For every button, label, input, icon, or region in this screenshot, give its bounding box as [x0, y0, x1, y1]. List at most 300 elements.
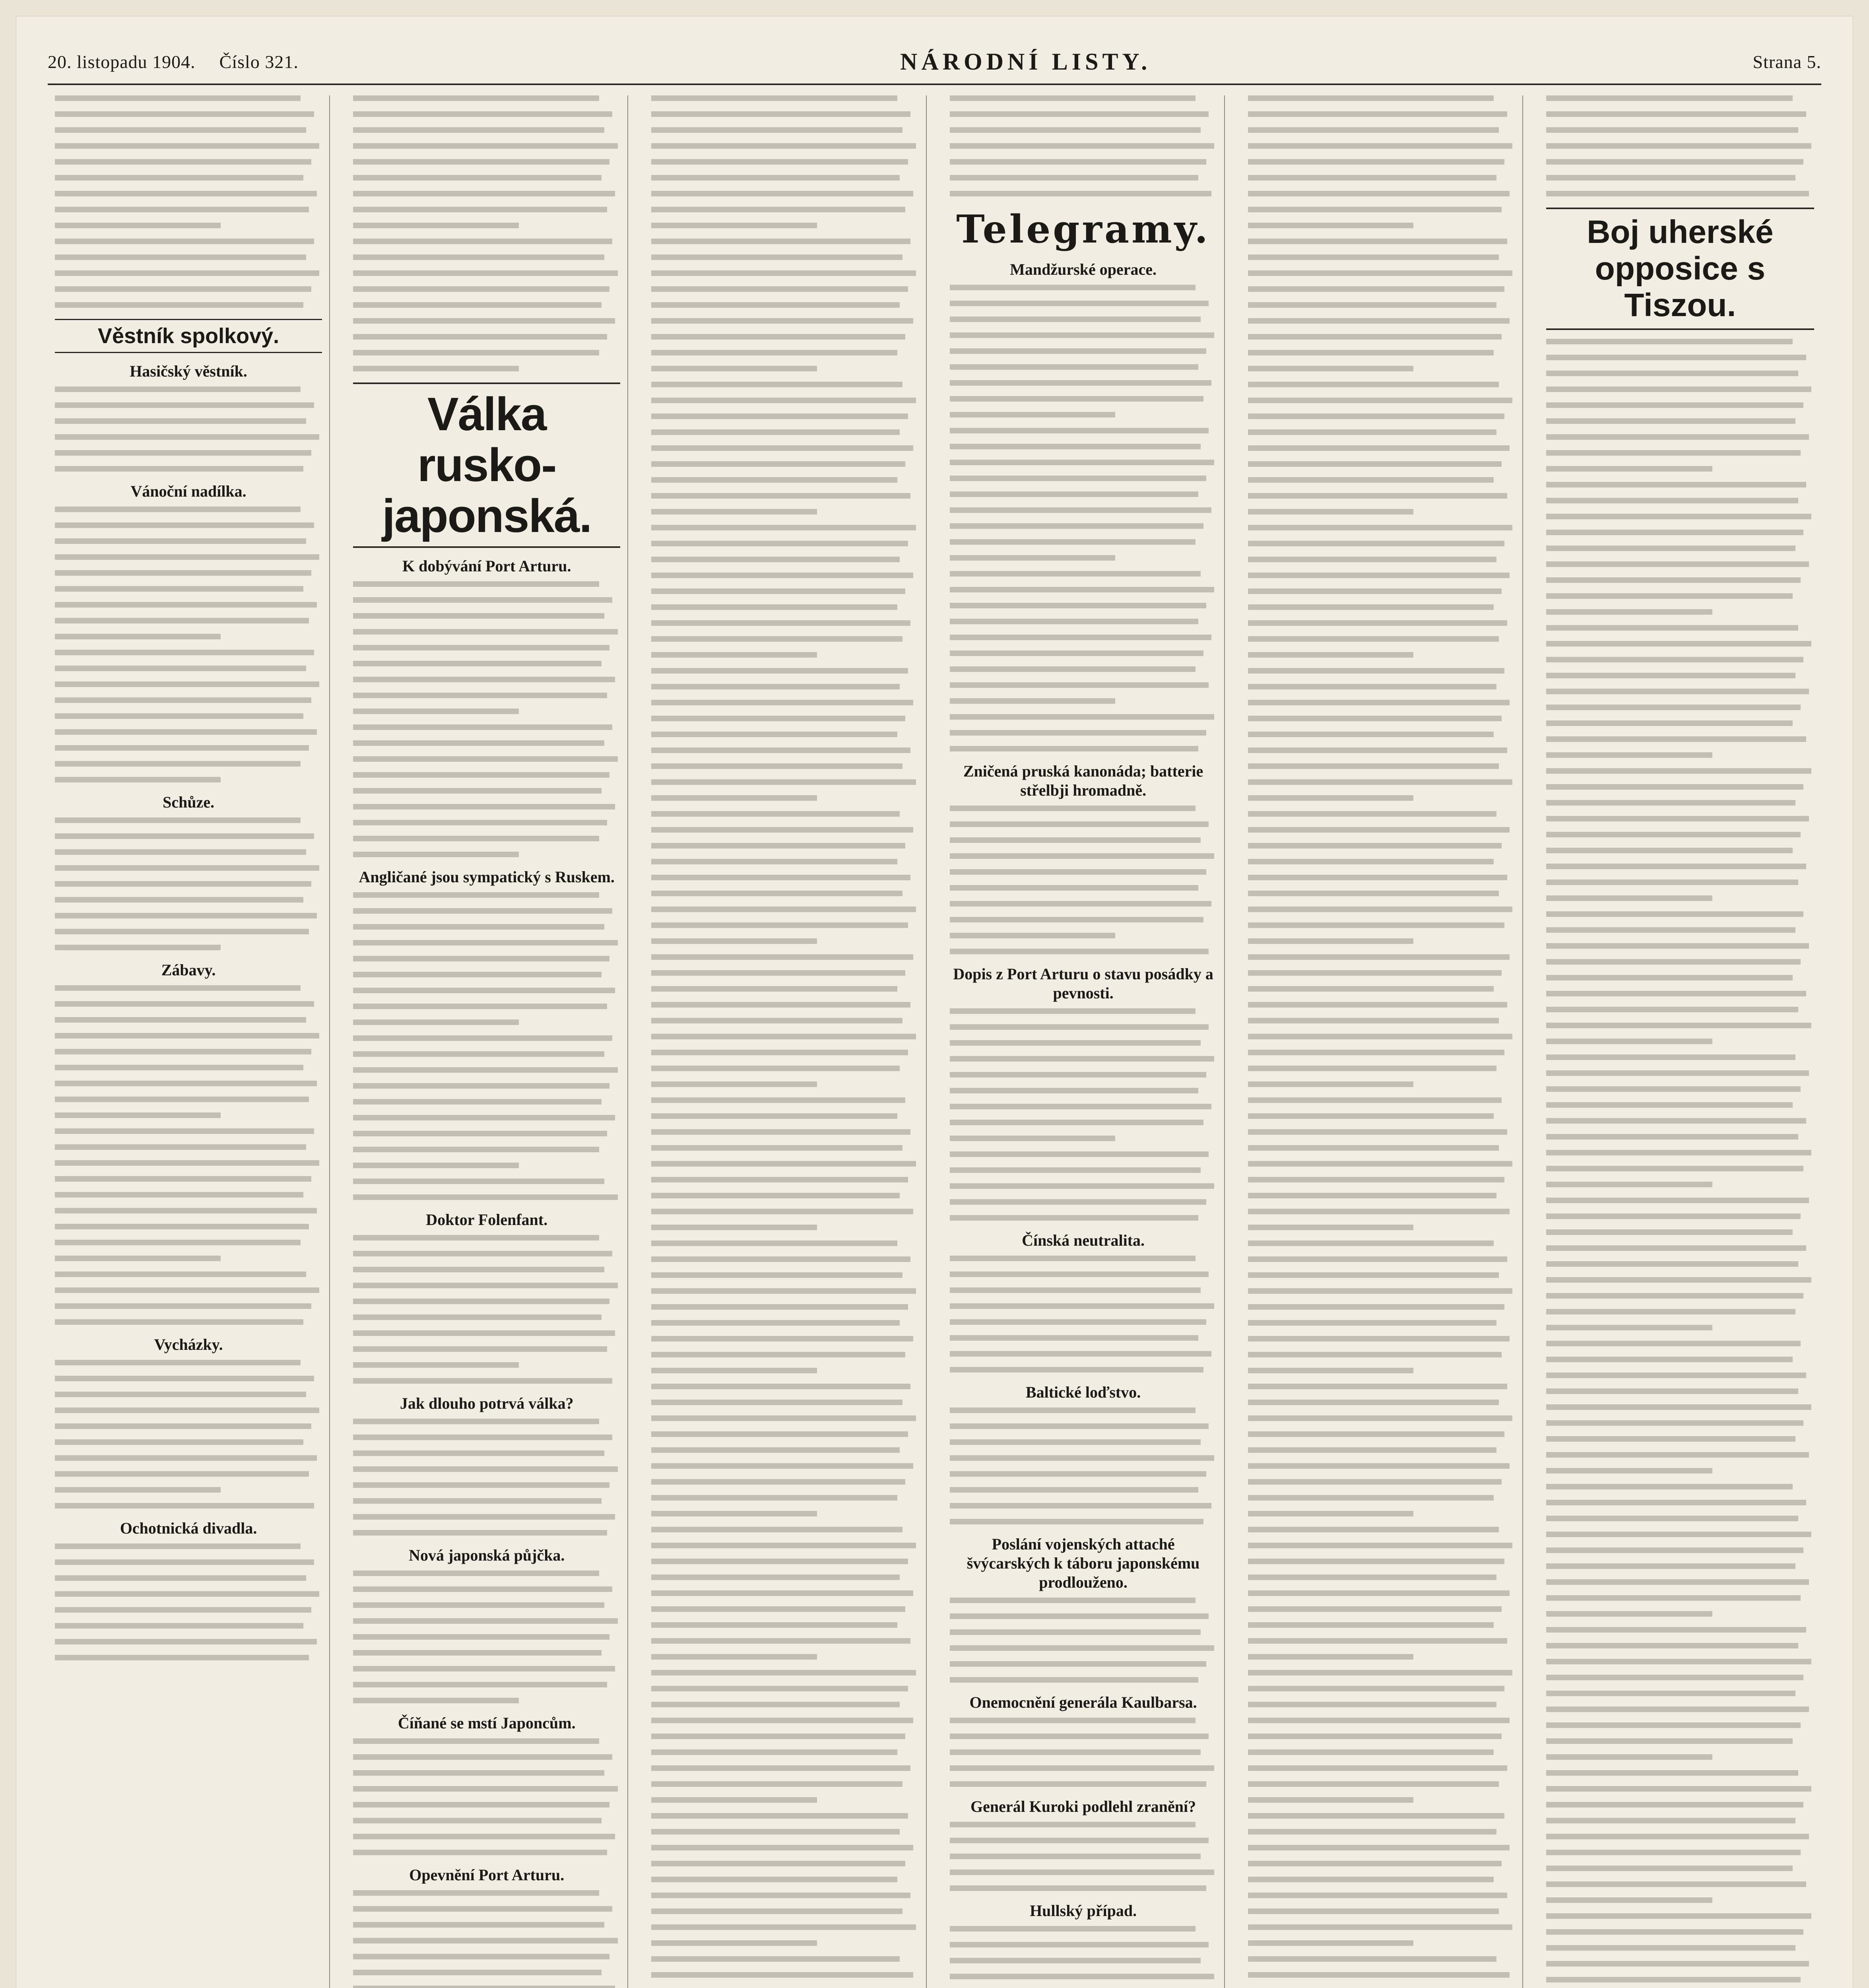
text-line-placeholder	[1546, 1516, 1798, 1521]
text-line-placeholder	[651, 795, 817, 801]
text-line-placeholder	[1546, 577, 1801, 583]
text-line-placeholder	[55, 929, 309, 934]
text-line-placeholder	[1546, 1547, 1803, 1553]
text-line-placeholder	[55, 507, 301, 512]
text-line-placeholder	[651, 286, 908, 292]
text-line-placeholder	[950, 1008, 1196, 1014]
text-line-placeholder	[1546, 816, 1809, 821]
text-line-placeholder	[55, 570, 311, 576]
text-line-placeholder	[1546, 514, 1811, 519]
text-line-placeholder	[651, 366, 817, 371]
text-line-placeholder	[651, 1813, 908, 1819]
text-line-placeholder	[950, 1439, 1201, 1445]
text-line-placeholder	[353, 1251, 612, 1256]
text-line-placeholder	[651, 1336, 913, 1342]
text-line-placeholder	[353, 924, 604, 930]
subheading-kuroki: Generál Kuroki podlehl zranění?	[970, 1798, 1196, 1815]
text-line-placeholder	[651, 1797, 817, 1803]
text-line-placeholder	[1546, 1245, 1806, 1251]
text-line-placeholder	[651, 477, 897, 483]
text-line-placeholder	[651, 1559, 908, 1564]
text-line-placeholder	[950, 1151, 1209, 1157]
text-line-placeholder	[651, 382, 902, 387]
text-line-placeholder	[651, 875, 910, 880]
text-line-placeholder	[651, 1018, 902, 1023]
text-line-placeholder	[651, 1368, 817, 1373]
text-line-placeholder	[353, 1419, 599, 1424]
text-line-placeholder	[651, 1304, 908, 1310]
text-line-placeholder	[1248, 1336, 1510, 1342]
text-line-placeholder	[353, 127, 604, 133]
text-line-placeholder	[651, 859, 897, 864]
body-text-block	[55, 386, 322, 472]
text-line-placeholder	[1248, 223, 1414, 228]
text-line-placeholder	[1546, 832, 1801, 837]
text-line-placeholder	[950, 191, 1212, 196]
text-line-placeholder	[353, 366, 519, 371]
text-line-placeholder	[353, 1906, 612, 1912]
text-line-placeholder	[1546, 800, 1795, 806]
text-line-placeholder	[950, 1854, 1201, 1859]
text-line-placeholder	[353, 175, 602, 181]
text-line-placeholder	[1248, 954, 1510, 960]
text-line-placeholder	[55, 554, 319, 560]
text-line-placeholder	[950, 1455, 1214, 1461]
text-line-placeholder	[353, 1634, 609, 1640]
text-line-placeholder	[651, 509, 817, 514]
section-heading-valka: Válka rusko-japonská.	[353, 382, 620, 548]
text-line-placeholder	[950, 1199, 1206, 1205]
text-line-placeholder	[1248, 922, 1504, 928]
text-line-placeholder	[353, 1818, 602, 1823]
text-line-placeholder	[353, 1586, 612, 1592]
text-line-placeholder	[950, 1183, 1214, 1189]
text-line-placeholder	[651, 429, 900, 435]
text-line-placeholder	[651, 604, 897, 610]
text-line-placeholder	[353, 111, 612, 117]
text-line-placeholder	[1248, 175, 1496, 181]
text-line-placeholder	[1248, 1352, 1502, 1357]
text-line-placeholder	[950, 1749, 1201, 1755]
body-text-block	[55, 507, 322, 782]
text-line-placeholder	[1248, 1734, 1502, 1739]
subheading-cinane: Číňané se mstí Japoncům.	[398, 1714, 576, 1732]
text-line-placeholder	[1546, 175, 1795, 181]
subheading-balticke: Baltické loďstvo.	[1025, 1383, 1141, 1401]
text-line-placeholder	[651, 684, 900, 689]
text-line-placeholder	[353, 1650, 602, 1656]
column-3	[644, 95, 926, 1988]
text-line-placeholder	[950, 364, 1198, 370]
subheading-onemocneni: Onemocnění generála Kaulbarsa.	[969, 1693, 1197, 1711]
text-line-placeholder	[651, 732, 897, 737]
text-line-placeholder	[1248, 620, 1507, 626]
text-line-placeholder	[950, 666, 1196, 672]
body-text-block	[950, 1008, 1217, 1221]
text-line-placeholder	[55, 111, 314, 117]
text-line-placeholder	[651, 191, 913, 196]
text-line-placeholder	[1248, 557, 1496, 562]
text-line-placeholder	[1248, 1749, 1494, 1755]
text-line-placeholder	[1546, 482, 1806, 487]
text-line-placeholder	[1546, 1881, 1806, 1887]
text-line-placeholder	[1248, 1574, 1496, 1580]
text-line-placeholder	[1248, 1511, 1414, 1516]
text-line-placeholder	[55, 666, 306, 671]
text-line-placeholder	[55, 386, 301, 392]
text-line-placeholder	[1546, 95, 1793, 101]
body-text-block	[55, 985, 322, 1325]
text-line-placeholder	[55, 402, 314, 408]
text-line-placeholder	[55, 817, 301, 823]
text-line-placeholder	[950, 1056, 1214, 1062]
columns	[48, 95, 1821, 1988]
text-line-placeholder	[55, 1503, 314, 1508]
text-line-placeholder	[1248, 1320, 1496, 1326]
text-line-placeholder	[353, 788, 602, 794]
text-line-placeholder	[353, 1514, 615, 1520]
text-line-placeholder	[651, 95, 897, 101]
text-line-placeholder	[651, 1320, 900, 1326]
text-line-placeholder	[950, 1024, 1209, 1030]
text-line-placeholder	[950, 301, 1209, 306]
text-line-placeholder	[353, 1922, 604, 1928]
body-text-block	[1546, 95, 1814, 196]
text-line-placeholder	[1248, 1161, 1512, 1167]
masthead	[48, 40, 1821, 85]
text-line-placeholder	[950, 1598, 1196, 1603]
text-line-placeholder	[55, 1303, 311, 1309]
text-line-placeholder	[353, 1754, 612, 1760]
text-line-placeholder	[353, 940, 617, 945]
text-line-placeholder	[1248, 684, 1496, 689]
text-line-placeholder	[950, 1088, 1198, 1093]
text-line-placeholder	[950, 1734, 1209, 1739]
text-line-placeholder	[651, 1845, 913, 1850]
text-line-placeholder	[55, 254, 306, 260]
text-line-placeholder	[1546, 498, 1798, 503]
text-line-placeholder	[950, 1167, 1201, 1173]
text-line-placeholder	[353, 1299, 609, 1304]
body-text-block	[950, 806, 1217, 954]
text-line-placeholder	[1546, 1675, 1803, 1680]
text-line-placeholder	[651, 461, 905, 467]
text-line-placeholder	[651, 1511, 817, 1516]
text-line-placeholder	[1248, 652, 1414, 658]
text-line-placeholder	[950, 1408, 1196, 1413]
text-line-placeholder	[55, 602, 317, 608]
body-text-block	[55, 1543, 322, 1660]
text-line-placeholder	[651, 1066, 900, 1071]
text-line-placeholder	[1546, 530, 1803, 535]
text-line-placeholder	[1248, 1097, 1502, 1103]
text-line-placeholder	[1248, 1400, 1499, 1405]
text-line-placeholder	[1546, 1579, 1809, 1585]
text-line-placeholder	[950, 746, 1198, 751]
text-line-placeholder	[1248, 636, 1499, 642]
text-line-placeholder	[651, 716, 905, 721]
text-line-placeholder	[1248, 1877, 1494, 1882]
text-line-placeholder	[353, 1435, 612, 1440]
text-line-placeholder	[1248, 716, 1502, 721]
text-line-placeholder	[651, 334, 905, 340]
text-line-placeholder	[950, 1503, 1212, 1508]
text-line-placeholder	[1248, 493, 1507, 499]
text-line-placeholder	[1546, 1468, 1712, 1474]
subheading-dopis: Dopis z Port Arturu o stavu posádky a pevnosti.	[953, 965, 1213, 1002]
text-line-placeholder	[1248, 382, 1499, 387]
text-line-placeholder	[1248, 1066, 1496, 1071]
text-line-placeholder	[950, 1303, 1214, 1309]
text-line-placeholder	[950, 1423, 1209, 1429]
text-line-placeholder	[950, 730, 1206, 736]
text-line-placeholder	[55, 681, 319, 687]
text-line-placeholder	[1546, 1754, 1712, 1760]
text-line-placeholder	[950, 523, 1204, 529]
text-line-placeholder	[651, 1145, 902, 1151]
text-line-placeholder	[353, 772, 609, 778]
text-line-placeholder	[55, 1439, 303, 1445]
subheading-vanocni: Vánoční nadílka.	[130, 482, 246, 500]
text-line-placeholder	[950, 853, 1214, 859]
text-line-placeholder	[55, 761, 301, 767]
text-line-placeholder	[950, 587, 1214, 592]
text-line-placeholder	[950, 869, 1206, 875]
text-line-placeholder	[1248, 1241, 1494, 1246]
text-line-placeholder	[1546, 911, 1803, 917]
text-line-placeholder	[651, 159, 908, 165]
text-line-placeholder	[950, 1519, 1204, 1524]
text-line-placeholder	[1248, 95, 1494, 101]
text-line-placeholder	[651, 986, 897, 992]
text-line-placeholder	[651, 1686, 908, 1691]
text-line-placeholder	[353, 1450, 604, 1456]
text-line-placeholder	[651, 1050, 908, 1055]
body-text-block	[55, 817, 322, 950]
text-line-placeholder	[651, 111, 910, 117]
text-line-placeholder	[651, 1097, 905, 1103]
text-line-placeholder	[651, 1081, 817, 1087]
text-line-placeholder	[651, 1734, 905, 1739]
text-line-placeholder	[950, 1926, 1196, 1932]
text-line-placeholder	[950, 1471, 1206, 1477]
text-line-placeholder	[651, 763, 902, 769]
body-text-block	[55, 95, 322, 308]
text-line-placeholder	[1248, 1527, 1499, 1532]
body-text-block	[950, 1822, 1217, 1891]
text-line-placeholder	[55, 1112, 221, 1118]
text-line-placeholder	[950, 1870, 1214, 1875]
text-line-placeholder	[651, 143, 916, 149]
text-line-placeholder	[950, 1677, 1198, 1683]
text-line-placeholder	[55, 1192, 303, 1198]
text-line-placeholder	[55, 745, 309, 751]
text-line-placeholder	[55, 1607, 311, 1613]
text-line-placeholder	[353, 286, 609, 292]
text-line-placeholder	[1248, 191, 1510, 196]
text-line-placeholder	[950, 1367, 1204, 1373]
text-line-placeholder	[651, 254, 902, 260]
text-line-placeholder	[651, 1384, 910, 1389]
text-line-placeholder	[1546, 1118, 1806, 1124]
text-line-placeholder	[950, 837, 1201, 843]
text-line-placeholder	[1248, 1813, 1504, 1819]
text-line-placeholder	[1248, 286, 1504, 292]
text-line-placeholder	[950, 1629, 1201, 1635]
text-line-placeholder	[353, 1666, 615, 1672]
text-line-placeholder	[1248, 573, 1510, 578]
subheading-opevneni: Opevnění Port Arturu.	[409, 1866, 565, 1884]
text-line-placeholder	[55, 270, 319, 276]
text-line-placeholder	[1546, 784, 1803, 790]
subheading-schuze: Schůze.	[163, 793, 215, 811]
text-line-placeholder	[651, 1893, 910, 1898]
text-line-placeholder	[1248, 1956, 1496, 1962]
text-line-placeholder	[353, 1163, 519, 1168]
text-line-placeholder	[55, 1408, 319, 1413]
text-line-placeholder	[353, 804, 615, 810]
text-line-placeholder	[1546, 879, 1798, 885]
text-line-placeholder	[353, 709, 519, 714]
text-line-placeholder	[353, 1618, 617, 1624]
subheading-dobyvani: K dobývání Port Arturu.	[402, 557, 571, 575]
text-line-placeholder	[950, 1974, 1214, 1979]
text-line-placeholder	[353, 1283, 617, 1288]
text-line-placeholder	[55, 1360, 301, 1365]
text-line-placeholder	[1248, 1972, 1510, 1978]
text-line-placeholder	[651, 1972, 913, 1978]
text-line-placeholder	[651, 302, 900, 308]
text-line-placeholder	[353, 223, 519, 228]
text-line-placeholder	[1546, 1213, 1801, 1219]
text-line-placeholder	[1248, 1606, 1502, 1612]
body-text-block	[950, 95, 1217, 196]
text-line-placeholder	[1248, 541, 1504, 546]
text-line-placeholder	[1546, 143, 1811, 149]
text-line-placeholder	[55, 1017, 306, 1023]
text-line-placeholder	[55, 1455, 317, 1461]
text-line-placeholder	[353, 1067, 617, 1073]
text-line-placeholder	[950, 111, 1209, 117]
text-line-placeholder	[1248, 1670, 1512, 1675]
text-line-placeholder	[1248, 1718, 1510, 1723]
text-line-placeholder	[950, 460, 1214, 465]
text-line-placeholder	[1248, 1288, 1512, 1294]
text-line-placeholder	[1248, 1590, 1510, 1596]
text-line-placeholder	[1248, 604, 1494, 610]
text-line-placeholder	[55, 1575, 306, 1581]
text-line-placeholder	[1248, 1638, 1507, 1644]
text-line-placeholder	[1546, 1436, 1795, 1442]
text-line-placeholder	[651, 1352, 905, 1357]
text-line-placeholder	[651, 1877, 897, 1882]
text-line-placeholder	[950, 159, 1206, 165]
text-line-placeholder	[1546, 1786, 1811, 1792]
body-text-block	[651, 95, 918, 1988]
section-heading-vestnik: Věstník spolkový.	[55, 319, 322, 353]
text-line-placeholder	[1248, 509, 1414, 514]
text-line-placeholder	[353, 972, 602, 977]
text-line-placeholder	[651, 1590, 913, 1596]
text-line-placeholder	[1248, 302, 1496, 308]
text-line-placeholder	[353, 852, 519, 857]
text-line-placeholder	[1546, 1770, 1798, 1776]
text-line-placeholder	[950, 507, 1212, 513]
text-line-placeholder	[1248, 1177, 1504, 1182]
text-line-placeholder	[1546, 1023, 1811, 1028]
text-line-placeholder	[950, 571, 1201, 577]
text-line-placeholder	[1248, 477, 1494, 483]
text-line-placeholder	[651, 1161, 916, 1167]
text-line-placeholder	[1546, 1150, 1811, 1155]
text-line-placeholder	[651, 843, 905, 848]
text-line-placeholder	[353, 892, 599, 898]
text-line-placeholder	[950, 1215, 1198, 1221]
text-line-placeholder	[651, 970, 905, 976]
text-line-placeholder	[950, 1613, 1209, 1619]
text-line-placeholder	[55, 286, 311, 292]
text-line-placeholder	[651, 652, 817, 658]
text-line-placeholder	[1546, 1691, 1795, 1696]
text-line-placeholder	[55, 223, 221, 228]
text-line-placeholder	[651, 1241, 897, 1246]
body-text-block	[353, 1419, 620, 1536]
masthead-left	[48, 51, 299, 72]
issue-date: 20. listopadu 1904.	[48, 51, 196, 72]
text-line-placeholder	[1248, 1463, 1510, 1469]
text-line-placeholder	[1546, 466, 1712, 472]
text-line-placeholder	[353, 1682, 607, 1687]
page-number: Strana 5.	[1753, 51, 1821, 72]
text-line-placeholder	[950, 1645, 1214, 1651]
text-line-placeholder	[950, 1272, 1209, 1277]
text-line-placeholder	[651, 1654, 817, 1660]
text-line-placeholder	[651, 827, 913, 833]
text-line-placeholder	[1248, 270, 1512, 276]
text-line-placeholder	[651, 1543, 916, 1548]
text-line-placeholder	[55, 865, 319, 871]
text-line-placeholder	[353, 1890, 599, 1896]
text-line-placeholder	[1248, 1113, 1494, 1119]
text-line-placeholder	[353, 1004, 607, 1009]
text-line-placeholder	[651, 1447, 900, 1453]
text-line-placeholder	[55, 418, 306, 424]
text-line-placeholder	[1546, 1659, 1811, 1664]
text-line-placeholder	[1248, 891, 1499, 896]
text-line-placeholder	[1248, 350, 1494, 355]
text-line-placeholder	[353, 1267, 604, 1272]
text-line-placeholder	[353, 677, 615, 682]
text-line-placeholder	[651, 779, 916, 785]
column-2	[346, 95, 628, 1988]
subheading-doktor: Doktor Folenfant.	[426, 1211, 548, 1229]
text-line-placeholder	[353, 1099, 602, 1105]
text-line-placeholder	[353, 1986, 615, 1988]
text-line-placeholder	[1248, 843, 1502, 848]
text-line-placeholder	[353, 581, 599, 587]
text-line-placeholder	[55, 1423, 311, 1429]
text-line-placeholder	[353, 1147, 599, 1152]
text-line-placeholder	[1546, 1293, 1803, 1299]
text-line-placeholder	[651, 1574, 900, 1580]
text-line-placeholder	[651, 398, 916, 403]
text-line-placeholder	[1546, 1198, 1809, 1203]
text-line-placeholder	[651, 747, 910, 753]
text-line-placeholder	[55, 434, 319, 440]
text-line-placeholder	[950, 806, 1196, 811]
text-line-placeholder	[55, 1033, 319, 1039]
text-line-placeholder	[353, 724, 612, 730]
